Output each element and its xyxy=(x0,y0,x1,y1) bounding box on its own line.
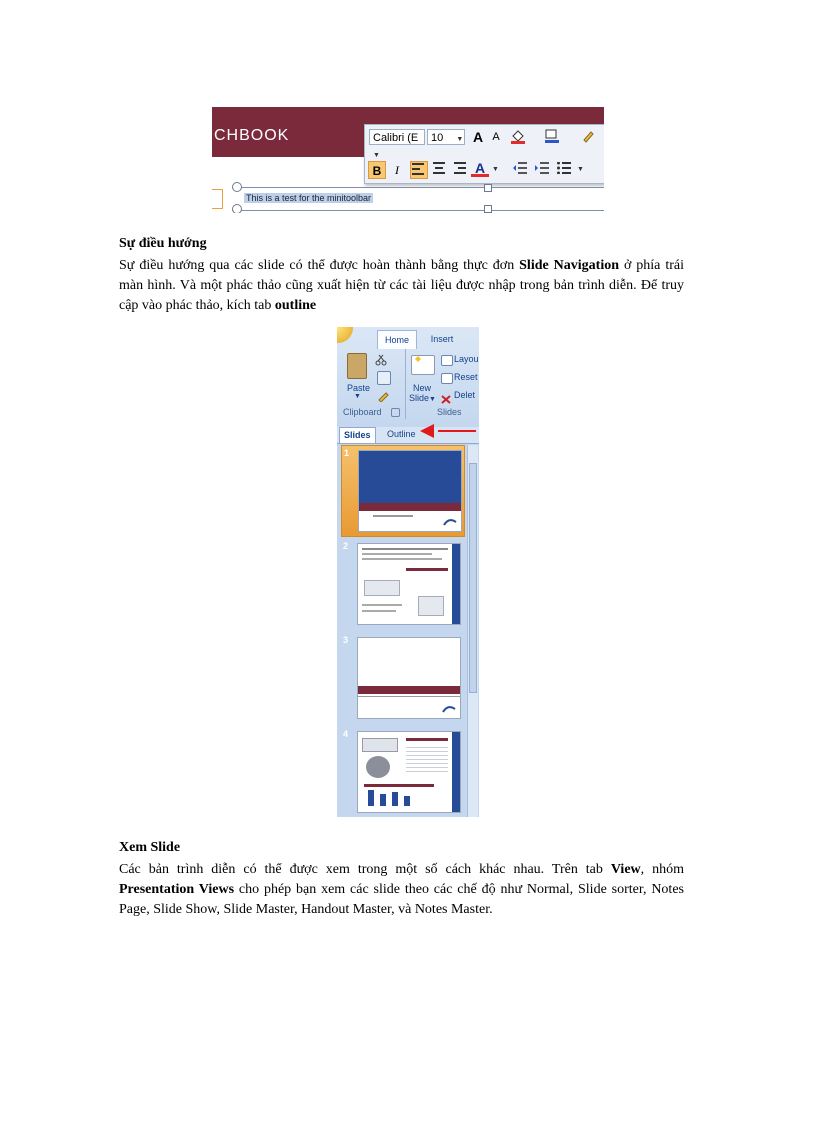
font-size-combo[interactable] xyxy=(427,129,465,145)
slide-thumbnail-1[interactable] xyxy=(341,445,465,537)
slide-diagram xyxy=(364,580,400,596)
slide-sidebar xyxy=(452,732,460,812)
font-color-icon: A xyxy=(474,160,486,176)
decrease-indent-icon xyxy=(513,162,527,174)
italic-button[interactable] xyxy=(388,161,406,179)
slide-preview xyxy=(357,543,461,625)
slide-divider xyxy=(358,696,460,697)
new-slide-icon xyxy=(411,355,435,375)
resize-handle-top-middle[interactable] xyxy=(484,184,492,192)
paint-bucket-icon xyxy=(510,128,526,144)
slide-title-bar xyxy=(358,686,460,694)
paste-icon xyxy=(347,353,367,379)
slide-bar xyxy=(380,794,386,806)
slide-number: 3 xyxy=(343,635,349,645)
delete-icon xyxy=(441,391,451,400)
tab-outline[interactable]: Outline xyxy=(387,429,416,439)
font-color-dropdown-icon[interactable]: ▼ xyxy=(492,166,499,173)
shrink-font-icon: A xyxy=(492,131,500,143)
slide-text-line xyxy=(362,558,442,560)
resize-handle-top-left[interactable] xyxy=(232,182,242,192)
slide-bar xyxy=(368,790,374,806)
slide-table xyxy=(362,738,398,752)
nav-text-1: Sự điều hướng qua các slide có thể được hoàn thành bằng thực đơn xyxy=(119,258,520,273)
copy-icon[interactable] xyxy=(377,371,391,385)
format-painter-button[interactable] xyxy=(579,128,597,146)
decrease-indent-button[interactable] xyxy=(511,161,529,179)
align-center-button[interactable] xyxy=(430,161,448,179)
scrollbar-thumb[interactable] xyxy=(469,463,477,693)
layout-button[interactable]: Layou xyxy=(454,354,479,364)
cut-icon[interactable] xyxy=(375,353,387,365)
delete-button[interactable]: Delet xyxy=(454,390,476,400)
new-slide-dropdown-icon: ▼ xyxy=(429,396,436,403)
tab-slides[interactable]: Slides xyxy=(339,427,376,443)
slide-logo-icon xyxy=(443,517,457,527)
annotation-arrow-line xyxy=(438,430,476,432)
slide-heading-bar xyxy=(406,738,448,741)
slide-pie-chart xyxy=(366,756,390,778)
slide-title-area xyxy=(359,451,461,503)
nav-text-bold-1: Slide Navigation xyxy=(519,258,619,273)
layout-icon xyxy=(441,355,453,366)
increase-indent-button[interactable] xyxy=(533,161,551,179)
slide-thumbnail-2[interactable] xyxy=(341,539,465,631)
view-slide-paragraph xyxy=(119,860,684,920)
slide-sidebar xyxy=(452,544,460,624)
office-button[interactable] xyxy=(337,327,353,343)
increase-indent-icon xyxy=(535,162,549,174)
clipboard-launcher-icon[interactable] xyxy=(391,408,400,417)
format-painter-icon xyxy=(580,128,596,144)
powerpoint-screenshot xyxy=(337,327,479,817)
annotation-arrow-icon xyxy=(420,424,434,438)
font-name-combo[interactable] xyxy=(369,129,425,159)
shrink-font-button[interactable] xyxy=(487,128,505,146)
view-text-1: Các bản trình diễn có thể được xem trong một số cách khác nhau. Trên tab xyxy=(119,862,611,877)
slide-preview xyxy=(358,450,462,532)
align-right-button[interactable] xyxy=(450,161,468,179)
slide-bar xyxy=(404,796,410,806)
slide-number: 2 xyxy=(343,541,349,551)
view-text-bold-2: Presentation Views xyxy=(119,882,235,897)
reset-icon xyxy=(441,373,453,384)
pen-outline-icon xyxy=(544,128,560,144)
shape-fill-button[interactable] xyxy=(509,128,527,146)
slide-thumbnail-4[interactable] xyxy=(341,727,465,817)
align-left-icon xyxy=(412,163,426,175)
bullets-button[interactable] xyxy=(555,161,573,179)
slide-heading-bar xyxy=(364,784,434,787)
slide-logo-icon xyxy=(442,704,456,714)
slide-heading-bar xyxy=(406,568,448,571)
bold-button[interactable] xyxy=(368,161,386,179)
mini-toolbar xyxy=(364,124,604,184)
slide-preview xyxy=(357,731,461,813)
nav-text-bold-2: outline xyxy=(274,298,317,313)
slide-thumbnail-3[interactable] xyxy=(341,633,465,725)
new-slide-label-2: Slide xyxy=(409,393,430,403)
align-right-icon xyxy=(452,162,466,174)
reset-button[interactable]: Reset xyxy=(454,372,478,382)
slide-preview xyxy=(357,637,461,719)
slide-number: 1 xyxy=(344,448,350,458)
font-size-dropdown-icon: ▼ xyxy=(456,136,464,143)
bullets-dropdown-icon[interactable]: ▼ xyxy=(577,166,584,173)
section-heading-view-slide: Xem Slide xyxy=(119,840,181,855)
italic-icon: I xyxy=(395,163,399,177)
align-left-button[interactable] xyxy=(410,161,428,179)
shape-outline-button[interactable] xyxy=(543,128,561,146)
new-slide-label-1[interactable]: New xyxy=(413,383,432,393)
view-text-3: cho phép bạn xem các slide theo các chế độ như Normal, Slide sorter, Notes Page, Slide Show, Slide Master, Handout Master, và Notes Master. xyxy=(119,882,684,917)
new-slide-button[interactable] xyxy=(409,393,436,403)
align-center-icon xyxy=(432,162,446,174)
slide-text-line xyxy=(362,548,448,550)
slide-text-line xyxy=(362,553,432,555)
paste-button[interactable]: Paste xyxy=(347,383,371,393)
grow-font-button[interactable] xyxy=(469,128,487,146)
vertical-scrollbar[interactable] xyxy=(467,445,478,817)
tab-home[interactable]: Home xyxy=(377,330,417,349)
minitoolbar-screenshot xyxy=(212,107,604,213)
slide-subtitle-line xyxy=(373,515,413,517)
slide-image xyxy=(418,596,444,616)
paste-dropdown-icon[interactable]: ▼ xyxy=(354,393,361,400)
resize-handle-bottom-left[interactable] xyxy=(232,204,242,213)
nav-text-2: ở phía trái màn hình. Và một phác thảo cũng xuất hiện từ các tài liệu được nhập trong bản trình diễn. Để truy cập vào phác thảo, kích tab xyxy=(119,258,684,313)
slide-text-line xyxy=(362,604,402,606)
bullets-icon xyxy=(557,162,571,174)
section-heading-navigation: Sự điều hướng xyxy=(119,236,207,251)
slide-number: 4 xyxy=(343,729,349,739)
slide-title-bar xyxy=(359,503,461,511)
test-text: This is a test for the minitoolbar xyxy=(246,193,372,203)
navigation-paragraph xyxy=(119,256,684,316)
font-size-value: 10 xyxy=(431,132,444,144)
font-color-button[interactable] xyxy=(471,159,489,177)
slide-text-line xyxy=(362,610,396,612)
view-text-bold-1: View xyxy=(610,862,641,877)
format-painter-ribbon-icon[interactable] xyxy=(377,389,389,401)
resize-handle-bottom-middle[interactable] xyxy=(484,205,492,213)
layout-edge-icon xyxy=(212,189,223,209)
banner-text: CHBOOK xyxy=(214,127,290,144)
font-name-dropdown-icon: ▼ xyxy=(373,152,380,159)
bold-icon: B xyxy=(372,164,382,178)
ribbon xyxy=(337,327,479,423)
font-name-value: Calibri (E xyxy=(373,132,419,144)
tab-insert[interactable]: Insert xyxy=(430,334,454,344)
view-text-2: , nhóm xyxy=(640,862,685,877)
slide-bar xyxy=(392,792,398,806)
slides-group-label: Slides xyxy=(437,407,462,417)
slide-data-grid xyxy=(406,744,448,774)
clipboard-group-label: Clipboard xyxy=(343,407,382,417)
grow-font-icon: A xyxy=(472,129,484,145)
